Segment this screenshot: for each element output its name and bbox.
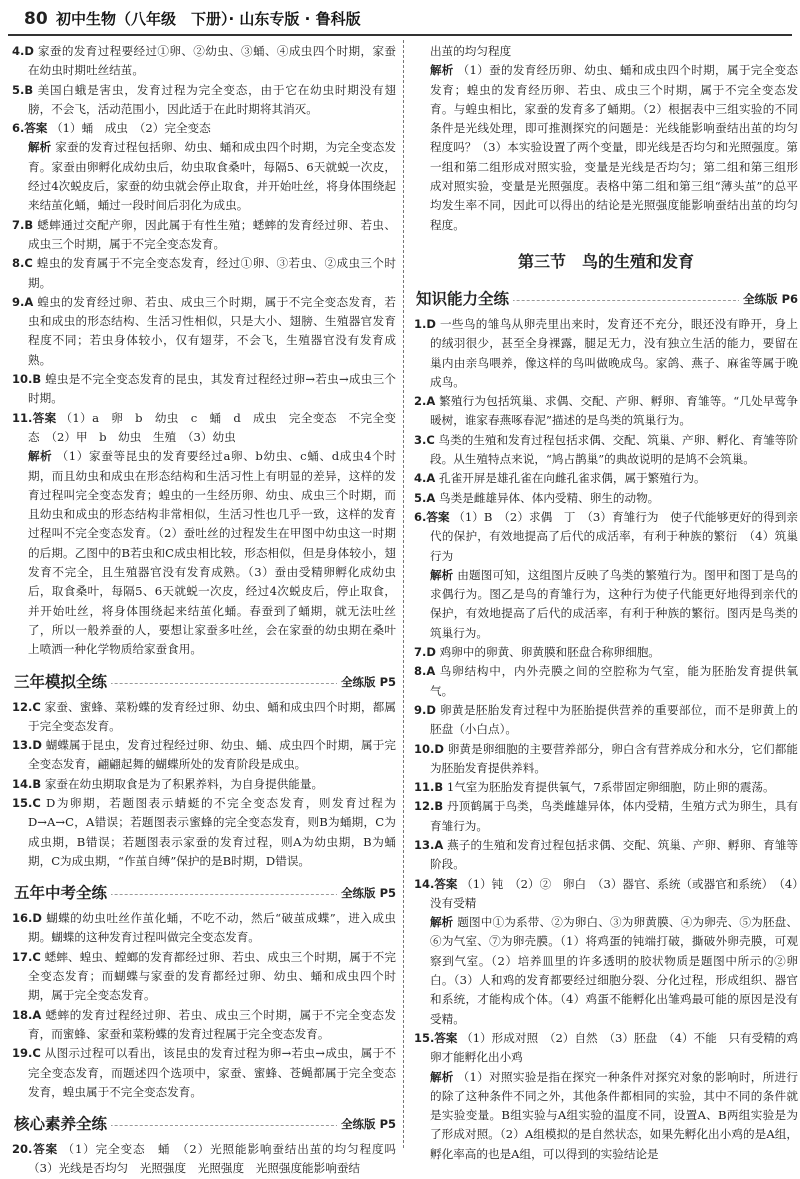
answer-number: 9.D	[414, 702, 436, 717]
answer-item	[12, 370, 396, 409]
answer-text: 从图示过程可以看出，该昆虫的发育过程为卵→若虫→成虫，属于不完全变态发育，而题述四个选项中，家蚕、蜜蜂、苍蝇都属于完全变态发育，蝗虫属于不完全变态发育。	[28, 1046, 396, 1099]
answer-item	[414, 42, 798, 61]
answer-number: 14.B	[12, 776, 42, 791]
answer-text: 鸡卵中的卵黄、卵黄膜和胚盘合称卵细胞。	[439, 645, 660, 660]
section-page-ref: 全练版 P5	[337, 669, 396, 695]
answer-text: （1）钝 （2）② 卵白 （3）器官、系统（或器官和系统） （4）没有受精	[430, 876, 799, 910]
section-title: 知识能力全练	[416, 286, 513, 312]
answer-text: （1）形成对照 （2）自然 （3）胚盘 （4）不能 只有受精的鸡卵才能孵化出小鸡	[430, 1030, 799, 1065]
answer-item	[12, 1006, 396, 1045]
answer-item	[12, 775, 396, 794]
answer-number: 10.D	[414, 741, 444, 756]
answer-line	[414, 740, 798, 779]
answer-line	[414, 469, 798, 488]
answer-line	[12, 1006, 396, 1045]
answer-number: 7.D	[414, 645, 436, 660]
answer-number: 17.C	[12, 949, 41, 964]
answer-line	[12, 119, 396, 138]
explanation-text: （1）蚕的发育经历卵、幼虫、蛹和成虫四个时期，属于完全变态发育；蝗虫的发育经历卵、若虫、成虫三个时期，属于不完全变态发育。与蝗虫相比，家蚕的发育多了蛹期。（2）根据表中三组实验的不同条件是光线处理，即可推测探究的问题是：光线能影响蚕结出茧的均匀程度吗？（3）本实验设置了两个变量，即光线是否均匀和光照强度。第一组和第二组形成对照实验，变量是光线是否均匀；第二组和第三组形成对照实验，变量是光照强度。表格中第二组和第三组“薄头茧”的总平均发生率不同，因此可以得出的结论是光照强度能影响蚕结出茧的均匀程度。	[430, 63, 799, 232]
answer-item	[12, 1044, 396, 1102]
answer-number: 5.A	[414, 490, 436, 505]
explanation	[414, 61, 798, 235]
answer-text: 蟋蟀的发育过程经过卵、若虫、成虫三个时期，属于不完全变态发育，而蜜蜂、家蚕和菜粉蝶的发育过程属于完全变态发育。	[28, 1007, 396, 1041]
answer-line	[414, 662, 798, 701]
explanation-text: 家蚕的发育过程包括卵、幼虫、蛹和成虫四个时期，为完全变态发育。家蚕由卵孵化成幼虫后，幼虫取食桑叶，每隔5、6天就蜕一次皮，经过4次蜕皮后，家蚕的幼虫就会停止取食，并开始吐丝，将身体围绕起来结茧化蛹，蛹过一段时间后羽化为成虫。	[28, 140, 396, 213]
section-heading	[12, 1111, 396, 1137]
answer-text: （1）蛹 成虫 （2）完全变态	[51, 121, 211, 136]
answer-number: 19.C	[12, 1046, 41, 1061]
answer-line	[414, 392, 798, 431]
answer-line	[414, 643, 798, 662]
answer-text: 蝗虫的发育属于不完全变态发育，经过①卵、③若虫、②成虫三个时期。	[28, 256, 396, 290]
section-page-ref: 全练版 P5	[337, 1111, 396, 1137]
chapter-title: 第三节 鸟的生殖和发育	[517, 251, 694, 271]
answer-text: 蝴蝶的幼虫吐丝作茧化蛹，不吃不动，然后“破茧成蝶”，进入成虫期。蝴蝶的这种发育过程叫做完全变态发育。	[28, 911, 397, 945]
answer-line	[12, 775, 396, 794]
answer-line	[414, 1029, 798, 1068]
answer-number: 4.A	[414, 471, 436, 486]
answer-line	[12, 1140, 408, 1179]
answer-item	[414, 643, 798, 662]
answer-number: 13.A	[414, 837, 444, 852]
answer-text: 蝗虫的发育经过卵、若虫、成虫三个时期，属于不完全变态发育，若虫和成虫的形态结构、生活习性相似，只是大小、翅膀、生殖器官发育程度不同；若虫身体较小，仅有翅芽，不会飞，生殖器官没有发育成熟。	[28, 294, 396, 367]
answer-text: D为卵期，若题图表示蜻蜓的不完全变态发育，则发育过程为D→A→C，A错误；若题图表示蜜蜂的完全变态发育，则B为蛹期，C为成虫期，B错误；若题图表示家蚕的发育过程，则A为幼虫期，B为蛹期，C为成虫期，“作茧自缚”保护的是B时期，D错误。	[28, 795, 396, 868]
answer-text: 1气室为胚胎发育提供氧气，7系带固定卵细胞，防止卵的震荡。	[446, 780, 775, 795]
answer-line	[414, 508, 798, 566]
answer-item	[414, 778, 798, 797]
explanation-label: 解析	[430, 915, 454, 930]
section-heading	[12, 669, 396, 695]
answer-number: 16.D	[12, 911, 42, 926]
answer-number: 11.答案	[12, 410, 57, 425]
explanation-label: 解析	[430, 63, 454, 78]
explanation-label: 解析	[430, 567, 454, 582]
answer-item	[12, 409, 396, 660]
section-heading	[414, 286, 798, 312]
answer-item	[12, 42, 396, 81]
answer-text: 繁殖行为包括筑巢、求偶、交配、产卵、孵卵、育雏等。“几处早莺争暖树，谁家春燕啄春泥”描述的是鸟类的筑巢行为。	[430, 394, 798, 428]
explanation-text: （1）对照实验是指在探究一种条件对探究对象的影响时，所进行的除了这种条件不同之外，其他条件都相同的实验，其中不同的条件就是实验变量。B组实验与A组实验的温度不同，设置A、B两组实验是为了形成对照。（2）A组模拟的是自然状态，如果先孵化出小鸡的是A组，孵化率高的也是A组，可以得到的实验结论是	[430, 1069, 799, 1161]
answer-line	[12, 370, 396, 409]
answer-text: 卵黄是胚胎发育过程中为胚胎提供营养的重要部位，而不是卵黄上的胚盘（小白点）。	[430, 702, 798, 737]
section-page-ref: 全练版 P6	[739, 286, 798, 312]
answer-number: 8.C	[12, 256, 33, 271]
answer-text: 燕子的生殖和发育过程包括求偶、交配、筑巢、产卵、孵卵、育雏等阶段。	[430, 837, 798, 872]
answer-text: 卵黄是卵细胞的主要营养部分，卵白含有营养成分和水分，它们都能为胚胎发育提供养料。	[430, 741, 798, 775]
explanation-label: 解析	[28, 449, 53, 464]
answer-item	[414, 740, 798, 779]
answer-number: 12.C	[12, 699, 41, 714]
answer-number: 14.答案	[414, 876, 458, 891]
answer-item	[12, 948, 396, 1006]
answer-item	[414, 392, 798, 431]
section-heading	[12, 880, 396, 906]
explanation-label: 解析	[28, 140, 52, 155]
answer-line	[12, 293, 396, 370]
answer-text: 一些鸟的雏鸟从卵壳里出来时，发育还不充分，眼还没有睁开，身上的绒羽很少，甚至全身裸露，腿足无力，没有独立生活的能力，要留在巢内由亲鸟喂养，像这样的鸟叫做晚成鸟。家鸽、燕子、麻雀等属于晚成鸟。	[430, 316, 798, 389]
explanation	[414, 913, 798, 1029]
left-column	[12, 42, 408, 1179]
section-title: 三年模拟全练	[14, 669, 111, 695]
answer-item	[12, 698, 396, 737]
answer-text: 鸟卵结构中，内外壳膜之间的空腔称为气室，能为胚胎发育提供氧气。	[430, 664, 798, 698]
section-page-ref: 全练版 P5	[337, 880, 396, 906]
answer-line	[12, 81, 396, 120]
answer-item	[12, 794, 396, 871]
explanation-text: 题图中①为系带、②为卵白、③为卵黄膜、④为卵壳、⑤为胚盘、⑥为气室、⑦为卵壳膜。（1）将鸡蛋的钝端打破，撕破外卵壳膜，可观察到气室。（2）培养皿里的许多透明的胶状物质是题图中所示的②卵白。（3）人和鸡的发育都要经过细胞分裂、分化过程，形成组织、器官和系统，才能构成个体。（4）鸡蛋不能孵化出雏鸡最可能的原因是没有受精。	[430, 915, 798, 1026]
answer-item	[12, 216, 396, 255]
answer-line	[414, 431, 798, 470]
answer-text: 孔雀开屏是雄孔雀在向雌孔雀求偶，属于繁殖行为。	[438, 471, 706, 486]
answer-line	[12, 948, 396, 1006]
explanation	[12, 138, 396, 215]
answer-number: 1.D	[414, 316, 436, 331]
answer-line	[12, 1044, 396, 1102]
explanation-text: 由题图可知，这组图片反映了鸟类的繁殖行为。图甲和图丁是鸟的求偶行为。图乙是鸟的育雏行为，这种行为使子代能更好地得到亲代的保护，有效地提高了后代的成活率，有利于种族的繁衍。图丙是鸟类的筑巢行为。	[430, 567, 798, 640]
answer-item	[414, 836, 798, 875]
answer-number: 11.B	[414, 780, 444, 795]
answer-text: 家蚕、蜜蜂、菜粉蝶的发育经过卵、幼虫、蛹和成虫四个时期，都属于完全变态发育。	[28, 699, 396, 733]
answer-number: 7.B	[12, 217, 34, 232]
answer-text: （1）B （2）求偶 丁 （3）育雏行为 使子代能够更好的得到亲代的保护，有效地提高了后代的成活率，有利于种族的繁衍 （4）筑巢行为	[430, 509, 799, 563]
answer-text: （1）a 卵 b 幼虫 c 蛹 d 成虫 完全变态 不完全变态 （2）甲 b 幼虫 生殖 （3）幼虫	[28, 410, 397, 444]
answer-text: 蟋蟀通过交配产卵，因此属于有性生殖；蟋蟀的发育经过卵、若虫、成虫三个时期，属于不完全变态发育。	[28, 217, 396, 251]
answer-number: 15.C	[12, 795, 41, 810]
answer-item	[12, 119, 396, 215]
answer-item	[12, 736, 396, 775]
answer-line	[12, 254, 396, 293]
explanation-label: 解析	[430, 1069, 454, 1084]
answer-text: 蝗虫是不完全变态发育的昆虫，其发育过程经过卵→若虫→成虫三个时期。	[28, 372, 397, 406]
answer-number: 10.B	[12, 372, 42, 387]
answer-number: 6.答案	[414, 509, 450, 524]
answer-item	[414, 1029, 798, 1164]
answer-line	[414, 797, 798, 836]
answer-line	[12, 409, 396, 448]
answer-item	[414, 875, 798, 1029]
answer-number: 12.B	[414, 799, 444, 814]
answer-text: 家蚕的发育过程要经过①卵、②幼虫、③蛹、④成虫四个时期，家蚕在幼虫时期吐丝结茧。	[28, 44, 396, 78]
answer-number: 2.A	[414, 394, 436, 409]
answer-number: 15.答案	[414, 1030, 458, 1045]
answer-number: 5.B	[12, 82, 34, 97]
explanation	[414, 1068, 798, 1164]
answer-item	[12, 81, 396, 120]
answer-number: 9.A	[12, 294, 34, 309]
answer-number: 6.答案	[12, 121, 48, 136]
answer-number: 18.A	[12, 1007, 42, 1022]
answer-item	[414, 315, 798, 392]
explanation	[414, 566, 798, 643]
answer-text: 家蚕在幼虫期取食是为了积累养料，为自身提供能量。	[44, 776, 324, 791]
answer-line	[12, 736, 396, 775]
answer-number: 13.D	[12, 738, 42, 753]
page-number: 80	[24, 9, 48, 29]
answer-line	[414, 778, 798, 797]
answer-number: 8.A	[414, 664, 436, 679]
answer-line	[12, 42, 396, 81]
answer-line	[414, 836, 798, 875]
explanation	[12, 447, 396, 659]
column-divider	[403, 40, 404, 1148]
answer-item	[12, 1140, 408, 1179]
answer-line	[414, 875, 798, 914]
answer-item	[414, 431, 798, 470]
answer-line	[414, 489, 798, 508]
section-title: 五年中考全练	[14, 880, 111, 906]
answer-item	[414, 701, 798, 740]
answer-item	[414, 508, 798, 643]
answer-item	[12, 909, 396, 948]
explanation-text: （1）家蚕等昆虫的发育要经过a卵、b幼虫、c蛹、d成虫4个时期，而且幼虫和成虫在形态结构和生活习性上有明显的差异，这样的发育过程叫完全变态发育；蝗虫的一生经历卵、幼虫、成虫三个时期，而且幼虫和成虫的形态结构非常相似，生活习性也几乎一致，这样的发育过程叫不完全变态发育。（2）蚕吐丝的过程发生在甲图中幼虫这一时期的后期。乙图中的B若虫和C成虫相比较，形态相似，但是身体较小，翅发育不完全，且生殖器官没有发育成熟。（3）蚕由受精卵孵化成幼虫后，取食桑叶，每隔5、6天就蜕一次皮，经过4次蜕皮后，停止取食，并开始吐丝，将身体围绕起来结茧化蛹。春蚕到了蛹期，就无法吐丝了，所以一般养蚕的人，要想让家蚕多吐丝，会在家蚕的幼虫期在桑叶上喷洒一种化学物质给家蚕食用。	[28, 449, 396, 657]
answer-line	[12, 698, 396, 737]
section-title: 核心素养全练	[14, 1111, 111, 1137]
answer-text: 鸟类是雌雄异体、体内受精、卵生的动物。	[438, 490, 660, 505]
answer-item	[12, 293, 396, 370]
answer-item	[414, 662, 798, 701]
answer-item	[414, 469, 798, 488]
answer-text: 美国白蛾是害虫，发育过程为完全变态，由于它在幼虫时期没有翅膀，不会飞，活动范围小，因此适于在此时期将其消灭。	[28, 82, 396, 116]
answer-item	[414, 797, 798, 836]
answer-item	[414, 489, 798, 508]
answer-line	[414, 701, 798, 740]
answer-line	[12, 216, 396, 255]
answer-number: 3.C	[414, 432, 435, 447]
page-header	[8, 6, 792, 36]
answer-item	[12, 254, 396, 293]
answer-line	[12, 909, 396, 948]
answer-number: 4.D	[12, 44, 34, 58]
answer-number: 20.答案	[12, 1142, 58, 1157]
answer-line	[12, 794, 396, 871]
answer-text: 蟋蟀、蝗虫、螳螂的发育都经过卵、若虫、成虫三个时期，属于不完全变态发育；而蝴蝶与家蚕的发育都经过卵、幼虫、蛹和成虫四个时期，属于完全变态发育。	[28, 949, 396, 1003]
answer-item	[414, 61, 798, 235]
answer-text: 丹顶鹤属于鸟类，鸟类雌雄异体，体内受精，生殖方式为卵生，具有育雏行为。	[430, 799, 798, 833]
answer-continuation: 出茧的均匀程度	[430, 44, 512, 58]
answer-text: 鸟类的生殖和发育过程包括求偶、交配、筑巢、产卵、孵化、育雏等阶段。从生殖特点来说，“鸠占鹊巢”的典故说明的是鸠不会筑巢。	[430, 432, 798, 467]
book-title: 初中生物（八年级 下册）· 山东专版 · 鲁科版	[56, 10, 361, 28]
answer-text: 蝴蝶属于昆虫，发育过程经过卵、幼虫、蛹、成虫四个时期，属于完全变态发育，翩翩起舞的蝴蝶所处的发育阶段是成虫。	[28, 738, 396, 772]
right-column	[414, 42, 798, 1164]
answer-text: （1）完全变态 蛹 （2）光照能影响蚕结出茧的均匀程度吗 （3）光线是否均匀 光照强度 光照强度 光照强度能影响蚕结	[28, 1142, 408, 1176]
answer-line	[414, 315, 798, 392]
